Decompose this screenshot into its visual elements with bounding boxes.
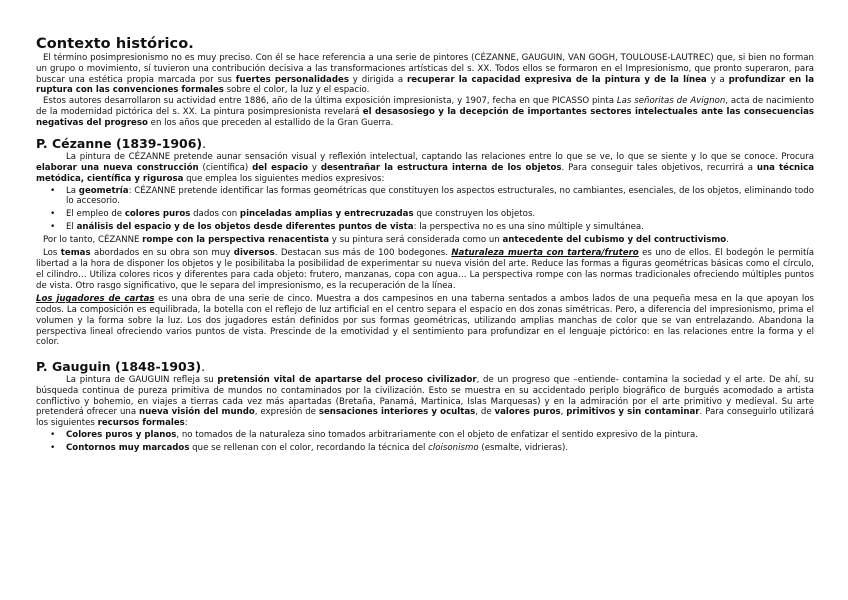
bold-text: el desasosiego y la decepción de importantes sectores intelectuales ante las consecuencias negativas del progreso bbox=[36, 106, 814, 128]
list-item bbox=[66, 222, 814, 233]
paragraph bbox=[36, 53, 814, 96]
text-run: es uno de ellos. El bodegón le permitía libertad a la hora de disponer los objetos y le posibilitaba la posibilidad de experimentar su nueva visión del arte. Reduce las formas a figuras geométricas básicas como el círculo, el cilindro… Utiliza colores ricos y diferentes para cada objeto: frutero, manzanas, copa con agua… La perspectiva rompe con las normas tradicionales ofreciendo múltiples puntos de vista. Otro rasgo significativo, que le separa del impresionismo, es la recuperación de la línea. bbox=[36, 248, 814, 291]
text-run: La pintura de CÉZANNE pretende aunar sensación visual y reflexión intelectual, captando las relaciones entre lo que se ve, lo que se siente y lo que se conoce. Procura bbox=[66, 152, 814, 163]
bold-text: colores puros bbox=[124, 209, 191, 219]
text-run: , acta de nacimiento de la modernidad pictórica del s. XX. La pintura posimpresionista revelará bbox=[36, 96, 814, 117]
text-run: , de bbox=[475, 407, 495, 418]
text-run: (esmalte, vidrieras). bbox=[478, 442, 569, 453]
cezanne-title-dot: . bbox=[202, 136, 207, 152]
document-page bbox=[36, 36, 814, 455]
text-run: . Para conseguir tales objetivos, recurrirá a bbox=[561, 163, 757, 173]
text-run: : CÉZANNE pretende identificar las formas geométricas que constituyen los aspectos estructurales, no cambiantes, esenciales, de los objetos, eliminando todo lo accesorio. bbox=[66, 185, 815, 207]
text-run: La pintura de GAUGUIN refleja su bbox=[66, 375, 218, 385]
cezanne-title-text: P. Cézanne (1839-1906) bbox=[36, 136, 203, 152]
text-run: . Destacan sus más de 100 bodegones. bbox=[274, 248, 452, 259]
italic-text: cloisonismo bbox=[428, 442, 479, 453]
text-run: Estos autores desarrollaron su actividad entre 1886, año de la última exposición impresionista, y 1907, fecha en que PICASSO pinta bbox=[43, 96, 617, 106]
text-run: La bbox=[66, 185, 79, 196]
text-run: El bbox=[66, 221, 77, 232]
bold-text: análisis del espacio y de los objetos desde diferentes puntos de vista bbox=[76, 221, 414, 232]
text-run: abordados en su obra son muy bbox=[90, 248, 234, 259]
text-run: dados con bbox=[190, 209, 240, 219]
bold-text: del espacio bbox=[252, 163, 308, 173]
paragraph bbox=[36, 248, 814, 291]
text-run: sobre el color, la luz y el espacio. bbox=[223, 85, 370, 96]
bold-text: pretensión vital de apartarse del proceso civilizador bbox=[217, 375, 477, 385]
text-run: que construyen los objetos. bbox=[413, 209, 536, 219]
bold-text: geometría bbox=[78, 185, 129, 196]
bold-text: recuperar la capacidad expresiva de la pintura y de la línea bbox=[407, 74, 707, 85]
gauguin-title-dot: . bbox=[201, 359, 206, 374]
bold-text: primitivos y sin contaminar bbox=[566, 407, 700, 418]
paragraph bbox=[36, 152, 814, 184]
text-run: y dirigida a bbox=[348, 74, 408, 85]
text-run: , bbox=[560, 407, 567, 418]
section-title-gauguin bbox=[36, 359, 814, 374]
paragraph bbox=[36, 235, 814, 246]
text-run: que se rellenan con el color, recordando la técnica del bbox=[189, 442, 429, 453]
bold-text: elaborar una nueva construcción bbox=[36, 163, 199, 173]
bold-text: Colores puros y planos bbox=[66, 429, 177, 440]
text-run: Los bbox=[43, 248, 61, 259]
bold-text: Naturaleza muerta con tartera/frutero bbox=[451, 248, 639, 259]
bold-text: fuertes personalidades bbox=[235, 74, 349, 85]
text-run: Por lo tanto, CÉZANNE bbox=[43, 234, 143, 245]
text-run: que emplea los siguientes medios expresivos: bbox=[183, 173, 385, 184]
text-run: es una obra de una serie de cinco. Muestra a dos campesinos en una taberna sentados a ambos lados de una pequeña mesa en la que apoyan los codos. La composición es equilibrada, la botella con el reflejo de luz artificial en el centro separa el espacio en dos zonas simétricas. Pero, a diferencia del impresionismo, prima el volumen y la forma sobre la luz. Los dos jugadores están definidos por sus formas geométricas, utilizando amplias manchas de color que se van entrelazando. Abandona la perspectiva lineal ofreciendo varios puntos de vista. Prescinde de la emotividad y el sentimiento para profundizar en el lenguaje pictórico: en las relaciones entre la forma y el color. bbox=[36, 294, 814, 348]
list-item bbox=[66, 430, 814, 441]
text-run: y su pintura será considerada como un bbox=[329, 234, 503, 245]
bold-text: profundizar en la ruptura con las convenciones formales bbox=[36, 74, 814, 96]
text-run: y bbox=[308, 163, 321, 173]
paragraph bbox=[36, 96, 814, 128]
text-run: en los años que preceden al estallido de la Gran Guerra. bbox=[147, 117, 394, 128]
bullet-list-gauguin bbox=[36, 430, 814, 454]
section-title-contexto: Contexto histórico. bbox=[36, 36, 194, 52]
text-run: . bbox=[726, 234, 729, 245]
bold-text: valores puros bbox=[494, 407, 561, 418]
bold-text: una técnica metódica, científica y rigurosa bbox=[36, 163, 814, 184]
text-run: . Para conseguirlo utilizará los siguientes bbox=[36, 407, 815, 428]
bullet-list-cezanne bbox=[36, 186, 814, 233]
section-title-cezanne bbox=[36, 136, 814, 151]
bold-text: diversos bbox=[233, 248, 275, 259]
bold-text: recursos formales bbox=[97, 418, 185, 428]
bold-text: desentrañar la estructura interna de los objetos bbox=[320, 163, 562, 173]
list-item bbox=[66, 209, 814, 220]
text-run: : la perspectiva no es una sino múltiple y simultánea. bbox=[413, 221, 644, 232]
list-item bbox=[66, 186, 814, 208]
list-item bbox=[66, 443, 814, 454]
paragraph bbox=[36, 375, 814, 429]
bold-text: sensaciones interiores y ocultas bbox=[318, 407, 476, 418]
text-run: (científica) bbox=[198, 163, 253, 173]
bold-text: Contornos muy marcados bbox=[66, 442, 190, 453]
bold-text: pinceladas amplias y entrecruzadas bbox=[239, 209, 414, 219]
bold-text: antecedente del cubismo y del contructivismo bbox=[502, 234, 727, 245]
text-run: , expresión de bbox=[254, 407, 319, 418]
bold-text: temas bbox=[60, 248, 91, 259]
text-run: , no tomados de la naturaleza sino tomados arbitrariamente con el objeto de enfatizar el sentido expresivo de la pintura. bbox=[176, 429, 699, 440]
bold-text: nueva visión del mundo bbox=[139, 407, 255, 418]
text-run: El término posimpresionismo no es muy preciso. Con él se hace referencia a una serie de pintores (CÉZANNE, GAUGUIN, VAN GOGH, TOULOUSE-LAUTREC) que, si bien no forman un grupo o movimiento, sí tuvieron una contribución decisiva a las transformaciones artísticas del s. XX. Todos ellos se formaron en el Impresionismo, que pronto superaron, para buscar una estética propia marcada por sus bbox=[36, 53, 814, 85]
text-run: El empleo de bbox=[66, 209, 125, 219]
text-run: , de un progreso que –entiende- contamina la sociedad y el arte. De ahí, su búsqueda continua de pureza primitiva de mundos no contaminados por la civilización. Esto se muestra en su accidentado periplo biográfico de burgués acomodado a artista conflictivo y bohemio, en viajes a tierras cada vez más apartadas (Bretaña, Panamá, Martinica, Islas Marquesas) y en la admiración por el arte primitivo y medieval. Su arte pretenderá ofrecer una bbox=[36, 375, 815, 418]
text-run: : bbox=[184, 418, 188, 428]
paragraph bbox=[36, 294, 814, 348]
text-run: y a bbox=[706, 74, 729, 85]
italic-text: Las señoritas de Avignon bbox=[616, 96, 726, 106]
gauguin-title-text: P. Gauguin (1848-1903) bbox=[36, 359, 202, 374]
bold-text: Los jugadores de cartas bbox=[36, 294, 155, 305]
bold-text: rompe con la perspectiva renacentista bbox=[142, 234, 330, 245]
